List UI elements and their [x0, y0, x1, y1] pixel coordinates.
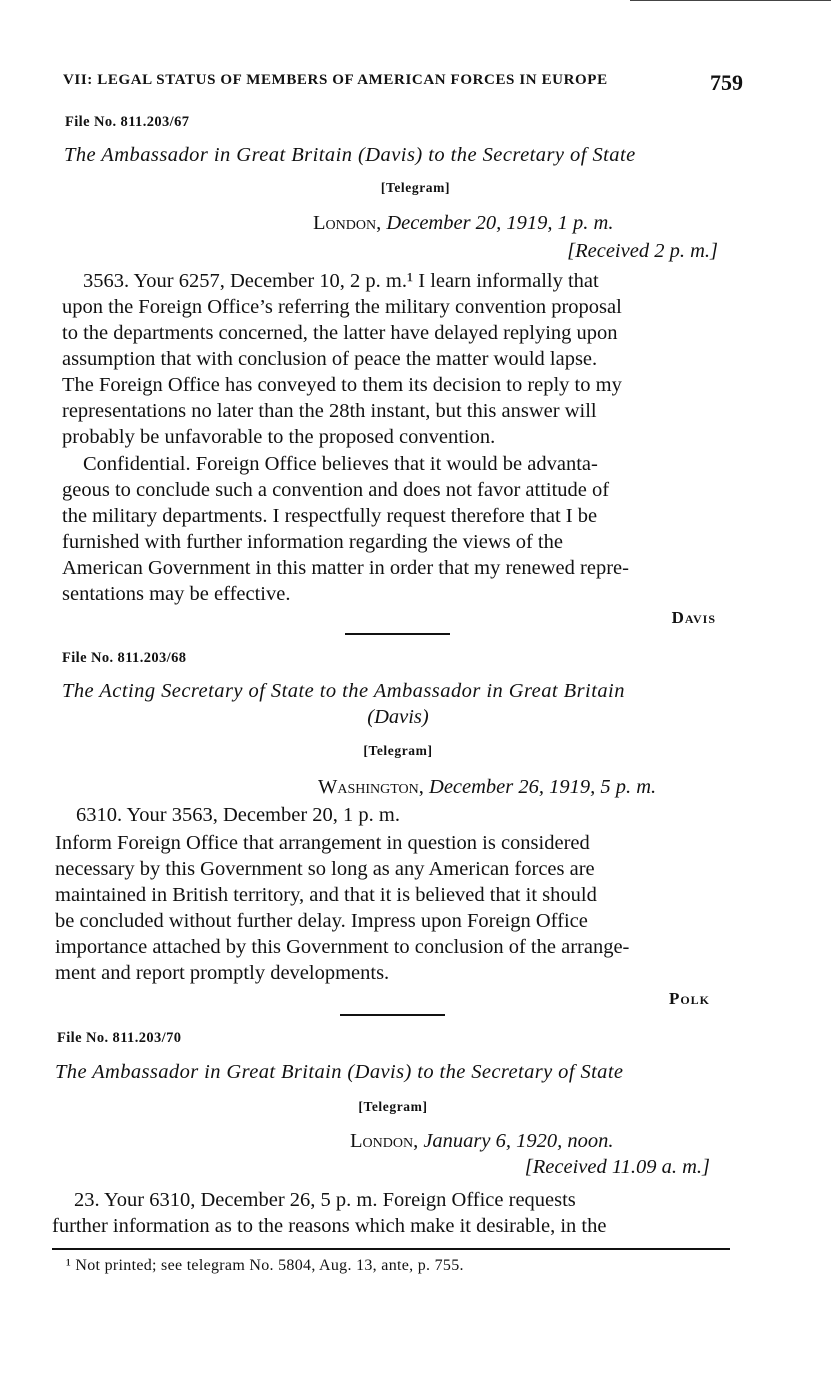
- top-edge-line: [630, 0, 831, 1]
- doc2-date: December 26, 1919, 5 p. m.: [429, 776, 657, 798]
- doc2-paragraph-2: [55, 830, 735, 986]
- doc3-date: January 6, 1920, noon.: [423, 1130, 614, 1152]
- doc1-file-number: File No. 811.203/67: [65, 114, 190, 130]
- text-line: geous to conclude such a convention and does not favor attitude of: [62, 479, 610, 501]
- doc2-file-number: File No. 811.203/68: [62, 650, 187, 666]
- doc2-place: Washington,: [318, 776, 424, 798]
- text-line: representations no later than the 28th instant, but this answer will: [62, 400, 597, 422]
- doc2-title-line-1: The Acting Secretary of State to the Ambassador in Great Britain: [62, 680, 625, 702]
- doc1-signature: Davis: [671, 608, 716, 627]
- text-line: be concluded without further delay. Impress upon Foreign Office: [55, 910, 588, 932]
- text-line: upon the Foreign Office’s referring the military convention proposal: [62, 296, 622, 318]
- doc2-dateline: [318, 776, 656, 799]
- doc2-paragraph-1: 6310. Your 3563, December 20, 1 p. m.: [76, 804, 400, 826]
- footnote: ¹ Not printed; see telegram No. 5804, Aug. 13, ante, p. 755.: [66, 1257, 464, 1274]
- footnote-rule: [52, 1248, 730, 1250]
- doc3-paragraph-1: [52, 1187, 732, 1239]
- text-line: furnished with further information regarding the views of the: [62, 531, 563, 553]
- text-line: ment and report promptly developments.: [55, 962, 390, 984]
- text-line: 23. Your 6310, December 26, 5 p. m. Foreign Office requests: [74, 1189, 576, 1211]
- section-divider: [345, 633, 450, 635]
- doc1-title: The Ambassador in Great Britain (Davis) to the Secretary of State: [64, 144, 636, 166]
- doc3-file-number: File No. 811.203/70: [57, 1030, 182, 1046]
- text-line: Inform Foreign Office that arrangement in question is considered: [55, 832, 590, 854]
- doc1-telegram-label: [Telegram]: [380, 180, 451, 195]
- text-line: importance attached by this Government to conclusion of the arrange-: [55, 936, 630, 958]
- doc2-telegram-label: [Telegram]: [363, 743, 433, 758]
- doc1-place: London,: [313, 212, 382, 234]
- doc1-paragraph-2: [62, 451, 742, 607]
- text-line: to the departments concerned, the latter have delayed replying upon: [62, 322, 618, 344]
- text-line: The Foreign Office has conveyed to them its decision to reply to my: [62, 374, 622, 396]
- doc3-title: The Ambassador in Great Britain (Davis) to the Secretary of State: [55, 1061, 624, 1083]
- doc1-date: December 20, 1919, 1 p. m.: [386, 212, 614, 234]
- doc2-signature: Polk: [668, 989, 710, 1008]
- doc3-place: London,: [350, 1130, 419, 1152]
- text-line: 3563. Your 6257, December 10, 2 p. m.¹ I learn informally that: [83, 270, 599, 292]
- text-line: sentations may be effective.: [62, 583, 291, 605]
- text-line: necessary by this Government so long as any American forces are: [55, 858, 595, 880]
- doc2-title-line-2: (Davis): [367, 706, 429, 728]
- page-number: 759: [710, 70, 743, 95]
- doc3-received: [Received 11.09 a. m.]: [524, 1156, 710, 1178]
- text-line: further information as to the reasons which make it desirable, in the: [52, 1215, 607, 1237]
- doc3-dateline: [350, 1130, 614, 1153]
- text-line: maintained in British territory, and that it is believed that it should: [55, 884, 597, 906]
- doc3-telegram-label: [Telegram]: [358, 1099, 428, 1114]
- text-line: Confidential. Foreign Office believes that it would be advanta-: [83, 453, 598, 475]
- doc1-received: [Received 2 p. m.]: [567, 240, 718, 262]
- text-line: probably be unfavorable to the proposed convention.: [62, 426, 496, 448]
- doc1-paragraph-1: [62, 268, 742, 450]
- text-line: assumption that with conclusion of peace the matter would lapse.: [62, 348, 598, 370]
- section-divider: [340, 1014, 445, 1016]
- running-header: VII: LEGAL STATUS OF MEMBERS OF AMERICAN FORCES IN EUROPE: [63, 72, 608, 88]
- text-line: American Government in this matter in order that my renewed repre-: [62, 557, 629, 579]
- text-line: the military departments. I respectfully request therefore that I be: [62, 505, 598, 527]
- doc1-dateline: [313, 212, 614, 235]
